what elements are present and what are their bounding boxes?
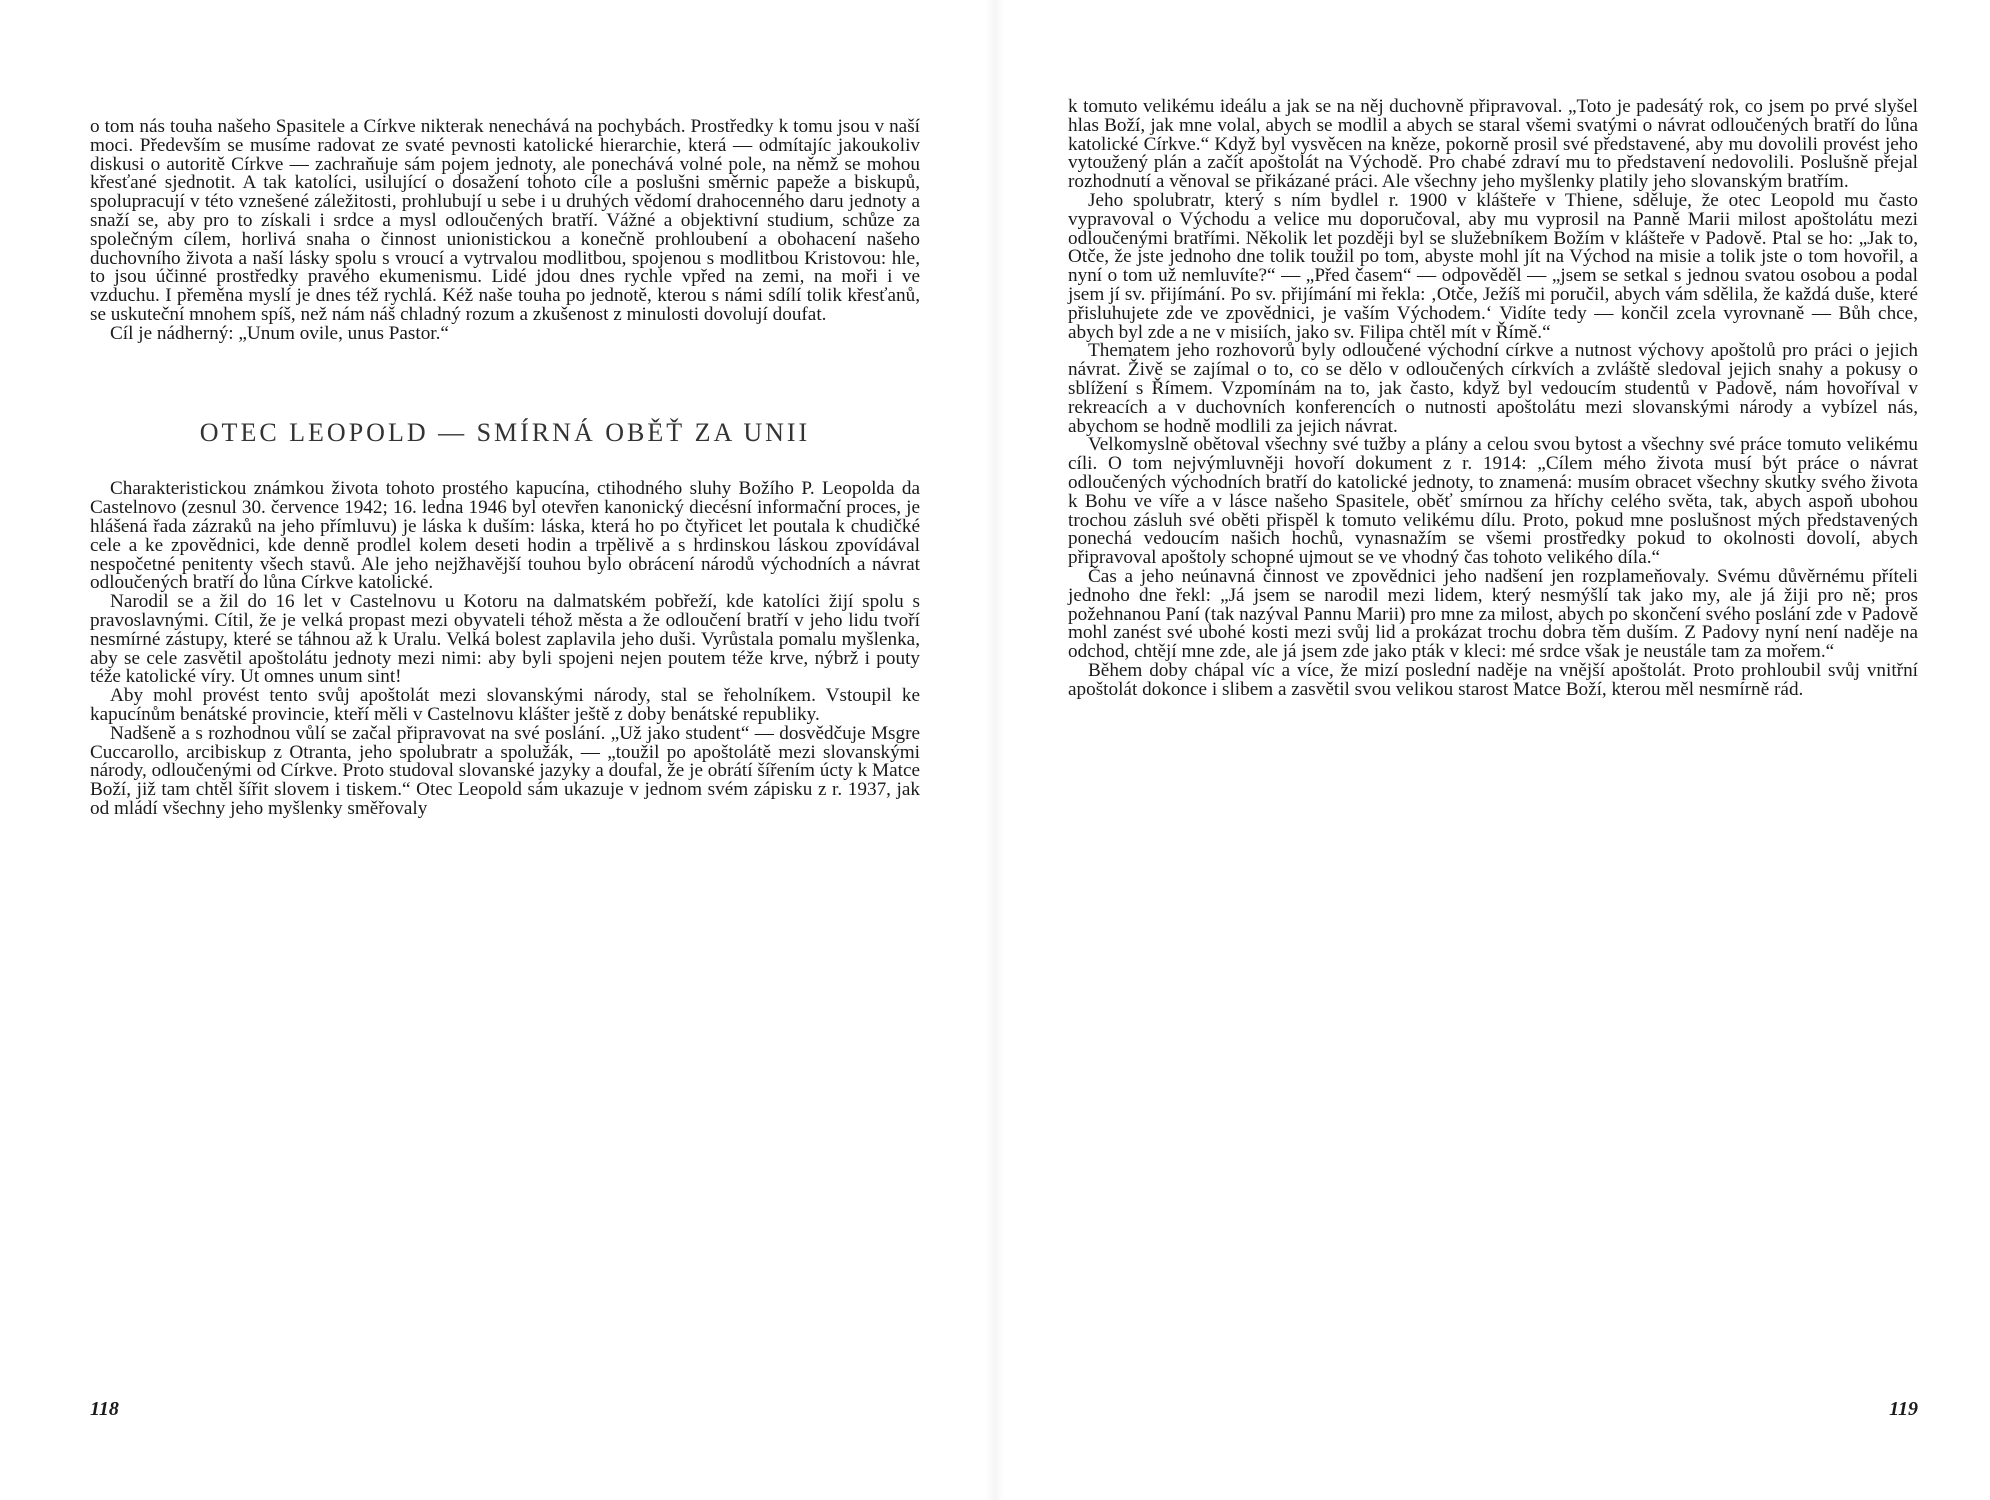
page-number-left: 118 (90, 1398, 119, 1420)
paragraph: o tom nás touha našeho Spasitele a Církve nikterak nenechává na pochybách. Prostředky k tomu jsou v naší moci. Především se musíme radovat ze svaté pevnosti katolické hierarchie, která — odmítajíc jakoukoliv diskusi o autoritě Církve — zachraňuje sám pojem jednoty, ale ponechává volné pole, na němž se mohou křesťané sjednotit. A tak katolíci, usilující o dosažení tohoto cíle a poslušni směrnic papeže a biskupů, spolupracují v této vznešené záležitosti, prohlubují u sebe i u druhých vědomí drahocenného daru jednoty a snaží se, aby pro to získali i srdce a mysl odloučených bratří. Vážné a objektivní studium, schůze za společným cílem, horlivá snaha o činnost unionistickou a konečně prohloubení a obohacení našeho duchovního života a naší lásky spolu s vroucí a vytrvalou modlitbou, spojenou s modlitbou Kristovou: hle, to jsou účinné prostředky pravého ekumenismu. Lidé jdou dnes rychle vpřed na zemi, na moři i ve vzduchu. I přeměna myslí je dnes též rychlá. Kéž naše touha po jednotě, kterou s námi sdílí tolik křesťanů, se uskuteční mnohem spíš, než nám náš chladný rozum a zkušenost z minulosti dovolují doufat. (90, 116, 920, 325)
paragraph: Nadšeně a s rozhodnou vůlí se začal připravovat na své poslání. „Už jako student“ — dosvědčuje Msgre Cuccarollo, arcibiskup z Otranta, jeho spolubratr a spolužák, — „toužil po apoštolátě mezi slovanskými národy, odloučenými od Církve. Proto studoval slovanské jazyky a doufal, že je obrátí šířením úcty k Matce Boží, již tam chtěl šířit slovem i tiskem.“ Otec Leopold sám ukazuje v jednom svém zápisku z r. 1937, jak od mládí všechny jeho myšlenky směřovaly (90, 722, 920, 819)
paragraph: k tomuto velikému ideálu a jak se na něj duchovně připravoval. „Toto je padesátý rok, co jsem po prvé slyšel hlas Boží, jak mne volal, abych se modlil a abych se staral všemi svatými o návrat odloučených bratří do lůna katolické Církve.“ Když byl vysvěcen na kněze, pokorně prosil své představené, aby mu dovolili provést jeho vytoužený plán a začít apoštolát na Východě. Pro chabé zdraví mu to představení nedovolili. Poslušně přejal rozhodnutí a věnoval se přikázané práci. Ale všechny jeho myšlenky platily jeho slovanským bratřím. (1068, 96, 1918, 193)
paragraph: Narodil se a žil do 16 let v Castelnovu u Kotoru na dalmatském pobřeží, kde katolíci žijí spolu s pravoslavnými. Cítil, že je velká propast mezi obyvateli téhož města a že odloučení bratří v jeho lidu tvoří nesmírné zástupy, které se táhnou až k Uralu. Velká bolest zaplavila jeho duši. Vyrůstala pomalu myšlenka, aby se cele zasvětil apoštolátu jednoty mezi nimi: aby byli spojeni nejen poutem téže krve, nýbrž i pouty téže katolické víry. Ut omnes unum sint! (90, 591, 920, 688)
paragraph: Thematem jeho rozhovorů byly odloučené východní církve a nutnost výchovy apoštolů pro práci o jejich návrat. Živě se zajímal o to, co se dělo v odloučených církvích a zvláště sledoval jejich snahy a pokusy o sblížení s Římem. Vzpomínám na to, jak často, když byl vedoucím studentů v Padově, nám hovoříval v rekreacích a v duchovních konferencích o nutnosti apoštolátu mezi slovanskými národy a vybízel nás, abychom se hodně modlili za jejich návrat. (1068, 340, 1918, 437)
paragraph: Aby mohl provést tento svůj apoštolát mezi slovanskými národy, stal se řeholníkem. Vstoupil ke kapucínům benátské provincie, kteří měli v Castelnovu klášter ještě z doby benátské republiky. (90, 685, 920, 725)
chapter-heading: OTEC LEOPOLD — SMÍRNÁ OBĚŤ ZA UNII (199, 417, 811, 447)
left-page-text (90, 118, 920, 819)
paragraph: Cíl je nádherný: „Unum ovile, unus Pastor.“ (110, 322, 449, 344)
paragraph: Charakteristickou známkou života tohoto prostého kapucína, ctihodného sluhy Božího P. Leopolda da Castelnovo (zesnul 30. července 1942; 16. ledna 1946 byl otevřen kanonický diecésní informační proces, je hlášená řada zázraků na jeho přímluvu) je láska k duším: láska, která ho po čtyřicet let poutala k chudičké cele a ke zpovědnici, kde denně prodlel kolem deseti hodin a trpělivě a s hrdinskou láskou zpovídával nespočetné penitenty všech stavů. Ale jeho nejžhavější touhou bylo obrácení národů východních a návrat odloučených bratří do lůna Církve katolické. (90, 478, 920, 594)
right-page-text (1068, 98, 1918, 700)
left-page (90, 0, 920, 1500)
paragraph: Velkomyslně obětoval všechny své tužby a plány a celou svou bytost a všechny své práce tomuto velikému cíli. O tom nejvýmluvněji hovoří dokument z r. 1914: „Cílem mého života musí být práce o návrat odloučených východních bratří do katolické jednoty, to znamená: musím obracet všechny skutky svého života k Bohu ve víře a v lásce našeho Spasitele, oběť smírnou za hříchy celého světa, tak, abych aspoň ubohou trochou zásluh své oběti přispěl k tomuto velikému dílu. Proto, pokud mne poslušnost mých představených ponechá vedoucím našich hochů, vynasnažím se všemi prostředky pokud to okolnosti dovolí, abych připravoval apoštoly schopné ujmout se ve vhodný čas tohoto velikého díla.“ (1068, 434, 1918, 569)
book-gutter (985, 0, 1005, 1500)
paragraph: Během doby chápal víc a více, že mizí poslední naděje na vnější apoštolát. Proto prohloubil svůj vnitřní apoštolát dokonce i slibem a zasvětil svou velikou starost Matce Boží, kterou měl nesmírně rád. (1068, 659, 1918, 700)
paragraph: Jeho spolubratr, který s ním bydlel r. 1900 v klášteře v Thiene, sděluje, že otec Leopold mu často vypravoval o Východu a velice mu doporučoval, aby mu vyprosil na Panně Marii milost apoštolátu mezi odloučenými bratřími. Několik let později byl se služebníkem Božím v klášteře v Padově. Ptal se ho: „Jak to, Otče, že jste jednoho dne tolik toužil po tom, abyste mohl jít na Východ na misie a tolik jste o tom hovořil, a nyní o tom už nemluvíte?“ — „Před časem“ — odpověděl — „jsem se setkal s jednou svatou osobou a podal jsem jí sv. přijímání. Po sv. přijímání mi řekla: ‚Otče, Ježíš mi poručil, abych vám sdělila, že každá duše, které přisluhujete zde ve zpovědnici, je vaším Východem.‘ Vidíte tedy — končil zcela vyrovnaně — Bůh chce, abych byl zde a ne v misiích, jako sv. Filipa chtěl mít v Římě.“ (1068, 189, 1918, 343)
paragraph: Čas a jeho neúnavná činnost ve zpovědnici jeho nadšení jen rozplameňovaly. Svému důvěrnému příteli jednoho dne řekl: „Já jsem se narodil mezi lidem, který nesmýšlí tak jako my, ale já žiji pro ně; pros požehnanou Paní (tak nazýval Pannu Marii) pro mne za milost, abych po skončení svého poslání zde v Padově mohl zanést své ubohé kosti mezi svůj lid a prokázat trochu dobra těm duším. Z Padovy nyní není naděje na odchod, chtějí mne zde, ale já jsem zde jako pták v kleci: mé srdce však je neustále tam za mořem.“ (1068, 565, 1918, 663)
page-number-right: 119 (1889, 1398, 1918, 1420)
right-page (1068, 0, 1918, 1500)
